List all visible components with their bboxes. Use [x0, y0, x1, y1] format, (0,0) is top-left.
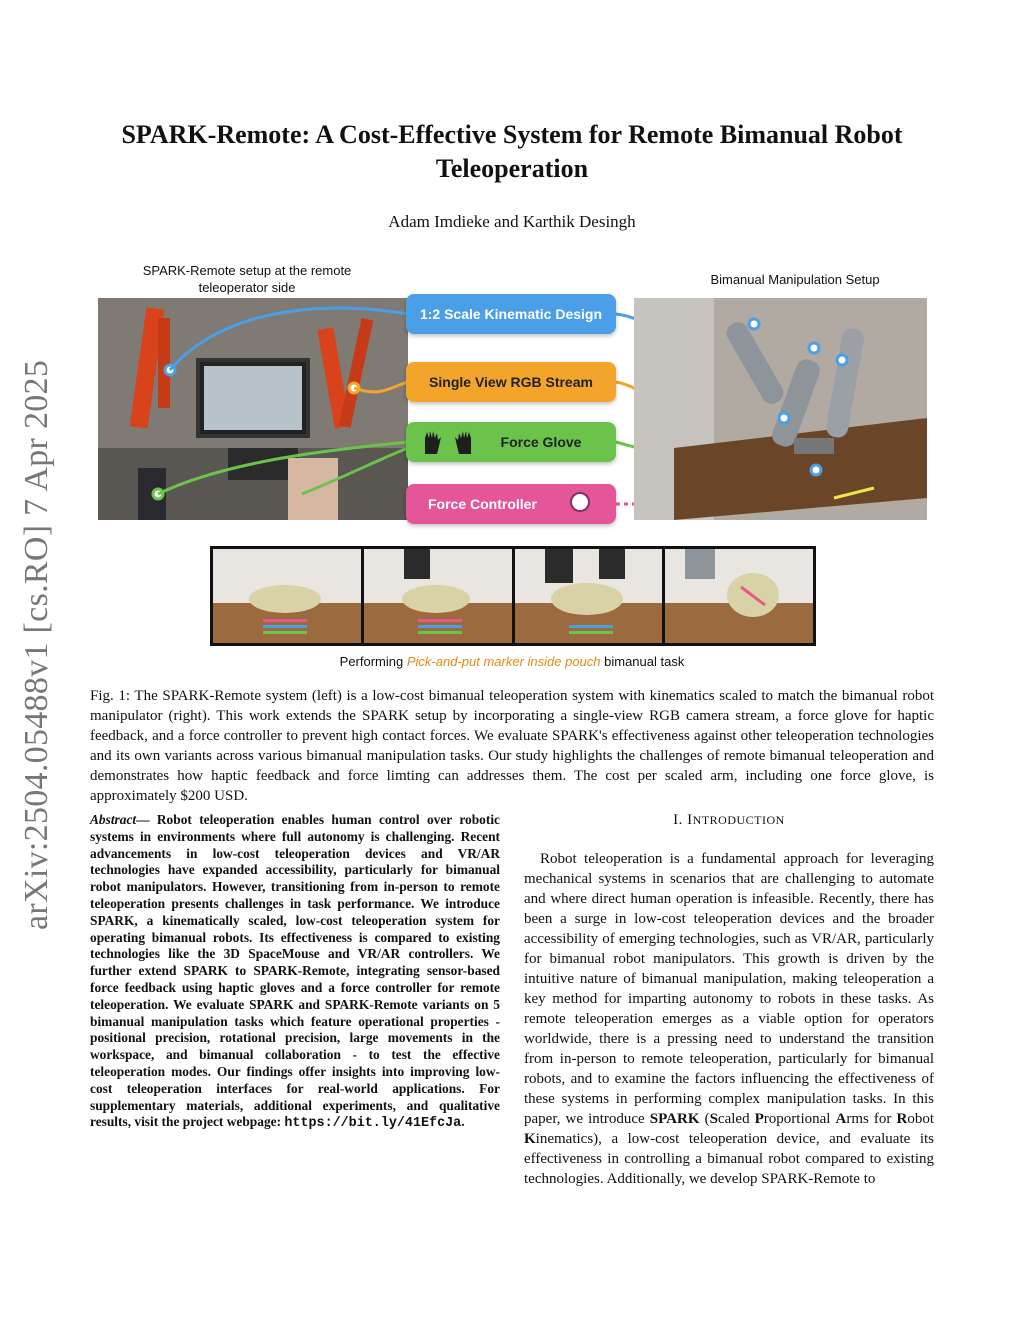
controller-dial-icon: [570, 492, 590, 512]
section-heading: [524, 812, 934, 829]
paper-title: SPARK-Remote: A Cost-Effective System for Remote Bimanual Robot Teleoperation: [121, 120, 903, 183]
abstract-body: — Robot teleoperation enables human control over robotic systems in environments where full autonomy is challenging. Recent advancements in low-cost teleoperation devices and VR/AR technologies have expanded accessibility, particularly for bimanual robot manipulators. However, transitioning from in-person to remote teleoperation presents challenges in task performance. We introduce SPARK, a kinematically scaled, low-cost teleoperation system for operating bimanual robots. Its effectiveness is compared to existing technologies like the 3D SpaceMouse and VR/AR controllers. We further extend SPARK to SPARK-Remote, integrating sensor-based force feedback using haptic gloves and a force controller for remote teleoperation. We evaluate SPARK and SPARK-Remote variants on 5 bimanual manipulation tasks which feature operational properties - positional precision, rotational precision, large movements in the workspace, and bimanual collaboration - to test the effective teleoperation modes. Our findings offer insights into improving low-cost teleoperation interfaces for real-world applications. For supplementary materials, additional experiments, and qualitative results, visit the project webpage:: [90, 812, 500, 1130]
acr-s: S: [709, 1111, 718, 1127]
spark-name: SPARK: [649, 1111, 700, 1127]
intro-p1: Robot teleoperation is a fundamental approach for leveraging mechanical systems in scenarios that are challenging to automate and where direct human operation is infeasible. Recently, there has been a surge in low-cost teleoperation devices and the broader accessibility of emerging technologies, such as VR/AR, particularly for bimanual robot manipulators. This growth is driven by the intuitive nature of bimanual manipulation, making teleoperation a key method for imparting autonomy to robots in these tasks. As remote teleoperation emerges as a viable option for operators worldwide, there is a pressing need to understand the transition from in-person to remote teleoperation, particularly for bimanual robots, and to examine the factors influencing the effectiveness of these systems in performing complex manipulation tasks. In this paper, we introduce: [524, 851, 934, 1127]
task-frame-3: [515, 549, 663, 643]
acr-a: A: [835, 1111, 847, 1127]
kinematic-design-label: 1:2 Scale Kinematic Design: [419, 306, 603, 322]
section-initial: I: [687, 812, 693, 828]
task-frame-1: [213, 549, 361, 643]
rgb-stream-pill: [406, 362, 616, 402]
right-setup-label: Bimanual Manipulation Setup: [710, 272, 880, 287]
task-caption: [192, 654, 832, 669]
section-number: I.: [673, 812, 688, 828]
acr-r: R: [896, 1111, 908, 1127]
project-url-link[interactable]: https://bit.ly/41EfcJa: [284, 1116, 462, 1132]
force-glove-label: Force Glove: [500, 434, 582, 450]
task-frame-4: [665, 549, 813, 643]
robot-setup-photo: [634, 298, 927, 520]
force-controller-label: Force Controller: [428, 496, 537, 512]
task-caption-post: bimanual task: [600, 654, 685, 669]
intro-open: (: [699, 1111, 710, 1127]
acr-obot: obot: [907, 1111, 934, 1127]
force-glove-pill: [406, 422, 616, 462]
figure-1: [92, 258, 937, 678]
acr-rms: rms for: [846, 1111, 897, 1127]
task-frames: [210, 546, 816, 646]
authors: Adam Imdieke and Karthik Desingh: [388, 212, 636, 231]
task-frame-2: [364, 549, 512, 643]
acr-k: K: [524, 1131, 536, 1147]
kinematic-design-pill: [406, 294, 616, 334]
acr-caled: caled: [717, 1111, 755, 1127]
acr-p: P: [754, 1111, 764, 1127]
left-setup-label: SPARK-Remote setup at the remote teleoperator side: [142, 263, 352, 295]
acr-inematics: inematics: [535, 1131, 594, 1147]
arxiv-stamp: arXiv:2504.05488v1 [cs.RO] 7 Apr 2025: [18, 359, 55, 930]
abstract-end: .: [461, 1114, 465, 1130]
force-controller-pill: [406, 484, 616, 524]
introduction-text: [524, 849, 934, 1189]
intro-p2: ), a low-cost teleoperation device, and evaluate its effectiveness in controlling a bimanual robot compared to existing technologies. Additionally, we develop SPARK-Remote to: [524, 1131, 934, 1187]
abstract-label: Abstract: [90, 812, 137, 827]
section-title-rest: NTRODUCTION: [692, 813, 785, 827]
task-name: Pick-and-put marker inside pouch: [406, 654, 601, 669]
figure-caption: Fig. 1: The SPARK-Remote system (left) is a low-cost bimanual teleoperation system with kinematics scaled to match the bimanual robot manipulator (right). This work extends the SPARK setup by incorporating a single-view RGB camera stream, a force glove for haptic feedback, and a force controller to prevent high contact forces. We evaluate SPARK's effectiveness against other teleoperation technologies and its own variants across various bimanual manipulation tasks. Our study highlights the challenges of remote bimanual teleoperation and demonstrates how haptic feedback and force limting can addresses them. The cost per scaled arm, including one force glove, is approximately $200 USD.: [90, 688, 934, 804]
abstract: [90, 812, 500, 1133]
acr-roportional: roportional: [763, 1111, 836, 1127]
task-caption-pre: Performing: [339, 654, 407, 669]
glove-icon: [420, 428, 476, 456]
rgb-stream-label: Single View RGB Stream: [429, 374, 593, 390]
